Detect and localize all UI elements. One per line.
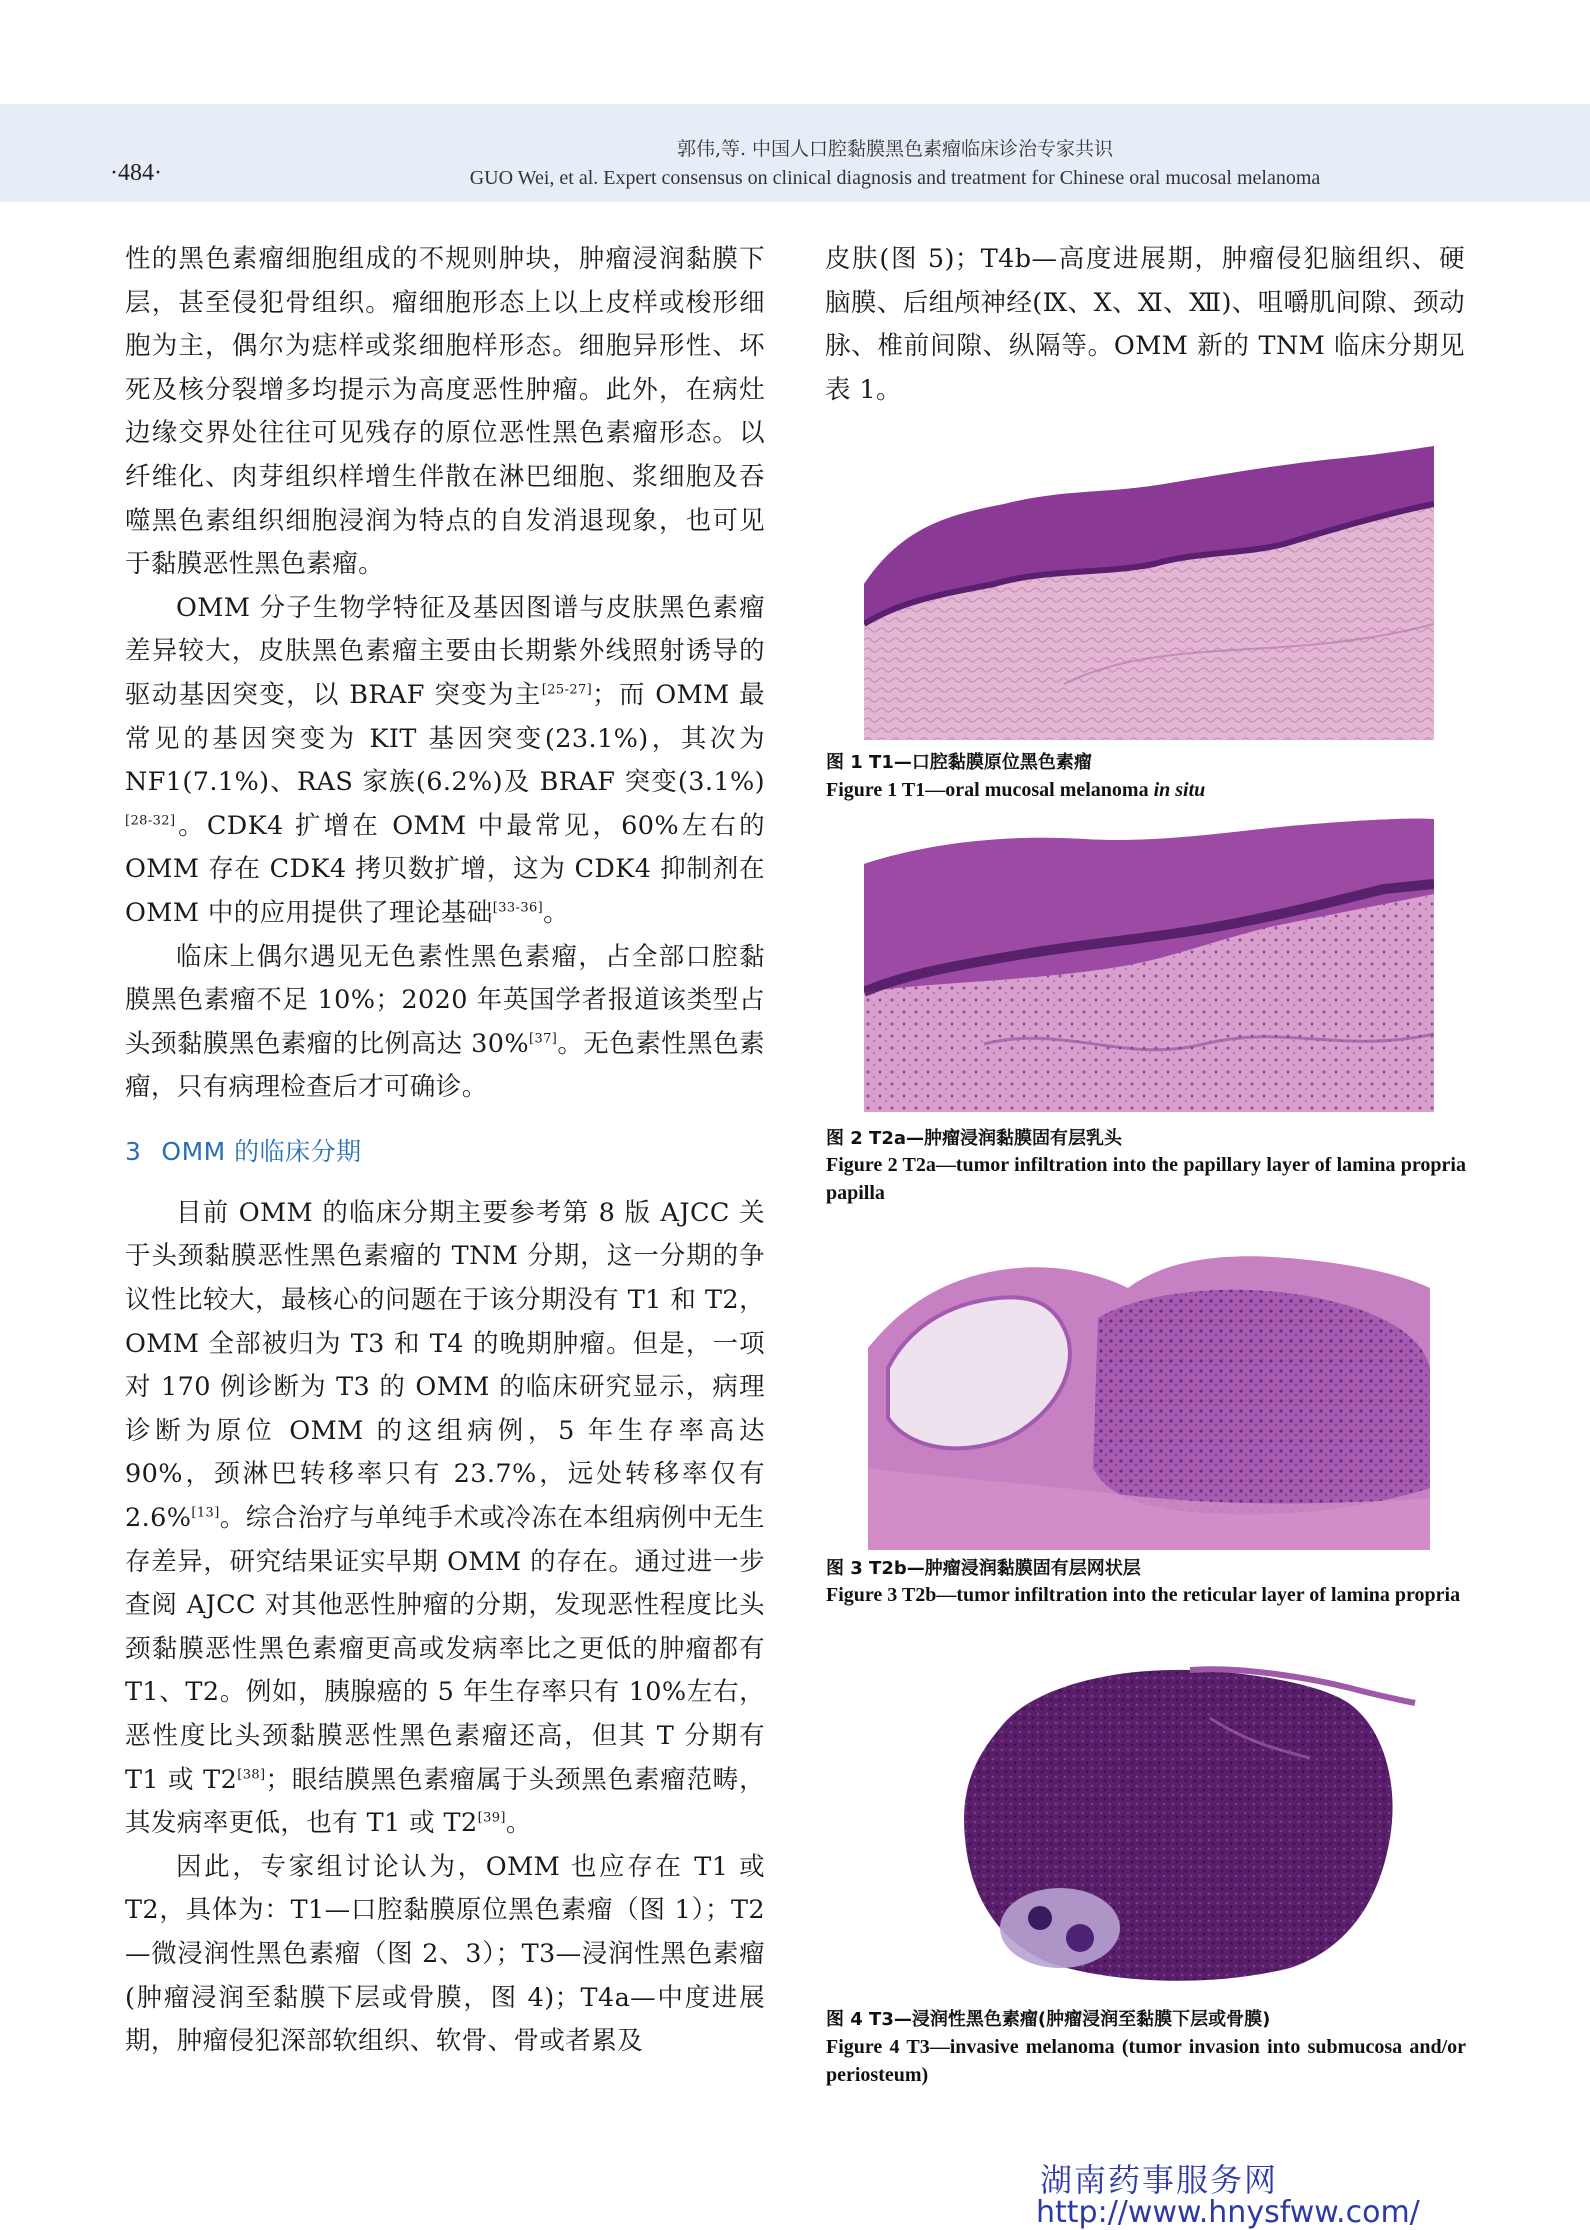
running-title-en: GUO Wei, et al. Expert consensus on clinical diagnosis and treatment for Chinese oral mucosal melanoma xyxy=(469,167,1321,189)
running-title-cn: 郭伟,等. 中国人口腔黏膜黑色素瘤临床诊治专家共识 xyxy=(676,138,1114,160)
citation: [38] xyxy=(237,1767,266,1783)
figure-1-caption-cn: 图 1 T1—口腔黏膜原位黑色素瘤 xyxy=(826,752,1092,773)
figure-2-caption-cn: 图 2 T2a—肿瘤浸润黏膜固有层乳头 xyxy=(826,1128,1123,1149)
paragraph: 目前 OMM 的临床分期主要参考第 8 版 AJCC 关于头颈黏膜恶性黑色素瘤的 TNM 分期，这一分期的争议性比较大，最核心的问题在于该分期没有 T1 和 T2，OMM 全部被归为 T3 和 T4 的晚期肿瘤。但是，一项对 170 例诊断为 T3 的 OMM 的临床研究显示，病理诊断为原位 OMM 的这组病例，5 年生存率高达90%，颈淋巴转移率只有 23.7%，远处转移率仅有 2.6%[13]。综合治疗与单纯手术或冷冻在本组病例中无生存差异，研究结果证实早期 OMM 的存在。通过进一步查阅 AJCC 对其他恶性肿瘤的分期，发现恶性程度比头颈黏膜恶性黑色素瘤更高或发病率比之更低的肿瘤都有 T1、T2。例如，胰腺癌的 5 年生存率只有 10%左右，恶性度比头颈黏膜恶性黑色素瘤还高，但其 T 分期有 T1 或 T2[38]；眼结膜黑色素瘤属于头颈黑色素瘤范畴，其发病率更低，也有 T1 或 T2[39]。 xyxy=(125,1197,765,1839)
figure-2-image xyxy=(864,804,1434,1112)
paragraph: OMM 分子生物学特征及基因图谱与皮肤黑色素瘤差异较大，皮肤黑色素瘤主要由长期紫外线照射诱导的驱动基因突变，以 BRAF 突变为主[25-27]；而 OMM 最常见的基因突变为 KIT 基因突变(23.1%)，其次为 NF1(7.1%)、RAS 家族(6.2%)及 BRAF 突变(3.1%)[28-32]。CDK4 扩增在 OMM 中最常见，60%左右的 OMM 存在 CDK4 拷贝数扩增，这为 CDK4 抑制剂在 OMM 中的应用提供了理论基础[33-36]。 xyxy=(125,592,765,928)
paragraph: 性的黑色素瘤细胞组成的不规则肿块，肿瘤浸润黏膜下层，甚至侵犯骨组织。瘤细胞形态上以上皮样或梭形细胞为主，偶尔为痣样或浆细胞样形态。细胞异形性、坏死及核分裂增多均提示为高度恶性肿瘤。此外，在病灶边缘交界处往往可见残存的原位恶性黑色素瘤形态。以纤维化、肉芽组织样增生伴散在淋巴细胞、浆细胞及吞噬黑色素组织细胞浸润为特点的自发消退现象，也可见于黏膜恶性黑色素瘤。 xyxy=(125,244,765,580)
watermark-url[interactable]: http://www.hnysfww.com/ xyxy=(1036,2195,1420,2230)
left-column xyxy=(125,238,765,2064)
figure-4-caption-cn: 图 4 T3—浸润性黑色素瘤(肿瘤浸润至黏膜下层或骨膜) xyxy=(826,2009,1271,2030)
figure-1-image xyxy=(864,434,1434,740)
figure-3-image xyxy=(868,1228,1430,1550)
paragraph: 皮肤(图 5)；T4b—高度进展期，肿瘤侵犯脑组织、硬脑膜、后组颅神经(Ⅸ、Ⅹ、Ⅺ、Ⅻ)、咀嚼肌间隙、颈动脉、椎前间隙、纵隔等。OMM 新的 TNM 临床分期见表 1。 xyxy=(825,244,1465,405)
paragraph: 临床上偶尔遇见无色素性黑色素瘤，占全部口腔黏膜黑色素瘤不足 10%；2020 年英国学者报道该类型占头颈黏膜黑色素瘤的比例高达 30%[37]。无色素性黑色素瘤，只有病理检查后才可确诊。 xyxy=(125,941,765,1103)
citation: [39] xyxy=(477,1810,506,1826)
citation: [37] xyxy=(528,1031,558,1047)
figure-3-caption-cn: 图 3 T2b—肿瘤浸润黏膜固有层网状层 xyxy=(826,1558,1141,1579)
right-column xyxy=(825,238,1465,412)
citation: [28-32] xyxy=(125,813,176,829)
page-number: ·484· xyxy=(110,160,162,186)
watermark-site-name: 湖南药事服务网 xyxy=(1040,2161,1279,2199)
figure-4-caption-en: Figure 4 T3—invasive melanoma (tumor invasion into submucosa and/or periosteum) xyxy=(826,2036,1466,2086)
figure-1-caption-en: Figure 1 T1—oral mucosal melanoma in situ xyxy=(826,779,1206,801)
citation: [33-36] xyxy=(492,900,544,916)
section-heading: 3 OMM 的临床分期 xyxy=(125,1136,362,1166)
figure-4-image xyxy=(910,1658,1420,1988)
citation: [13] xyxy=(191,1505,220,1521)
figure-2-caption-en: Figure 2 T2a—tumor infiltration into the papillary layer of lamina propria papilla xyxy=(826,1154,1466,1204)
figure-3-caption-en: Figure 3 T2b—tumor infiltration into the reticular layer of lamina propria xyxy=(826,1584,1461,1606)
citation: [25-27] xyxy=(541,682,593,698)
paragraph: 因此，专家组讨论认为，OMM 也应存在 T1 或 T2，具体为：T1—口腔黏膜原位黑色素瘤（图 1）；T2—微浸润性黑色素瘤（图 2、3）；T3—浸润性黑色素瘤(肿瘤浸润至黏膜下层或骨膜，图 4)；T4a—中度进展期，肿瘤侵犯深部软组织、软骨、骨或者累及 xyxy=(125,1851,765,2057)
